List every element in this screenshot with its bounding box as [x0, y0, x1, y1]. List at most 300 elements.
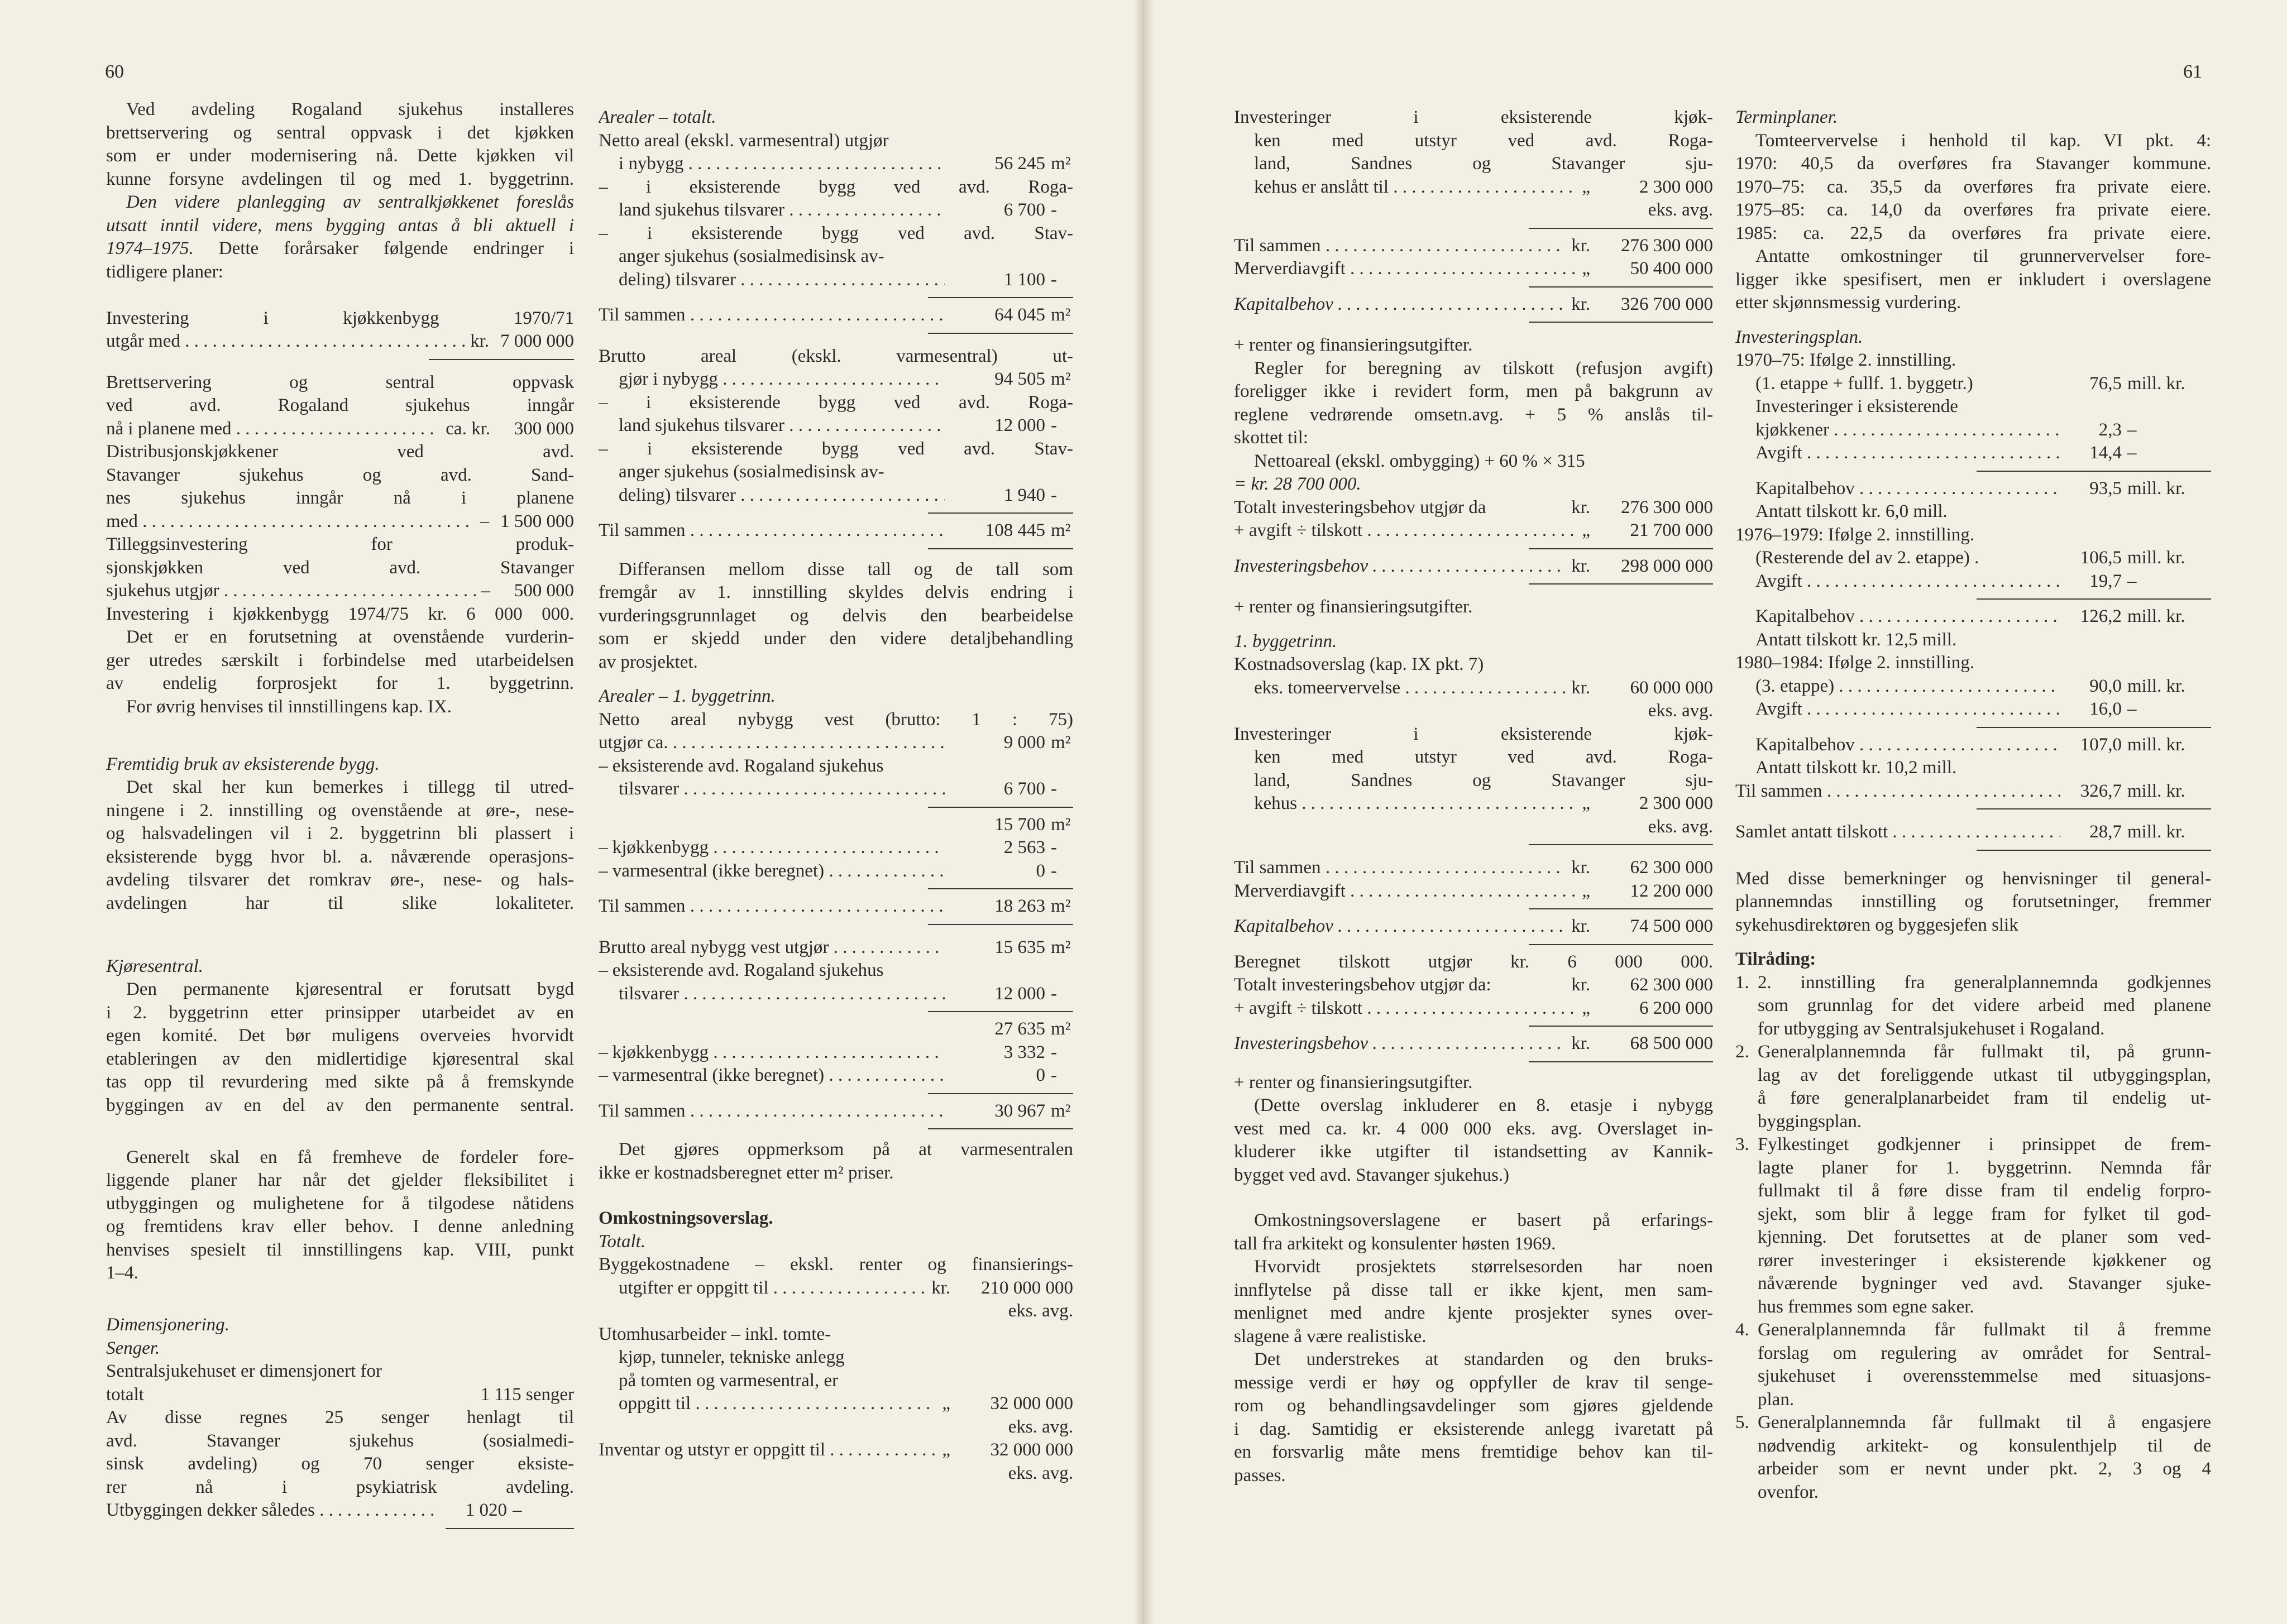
row-label: Samlet antatt tilskott . . .	[1735, 821, 2060, 844]
row-prefix: „	[942, 1440, 950, 1460]
text-line: Antatt tilskott kr. 10,2 mill.	[1755, 758, 1957, 778]
row-unit: -	[1051, 860, 1057, 881]
text-line: Omkostningsoverslag.	[599, 1208, 773, 1228]
row-label: utgifter er oppgitt til . . .	[599, 1277, 926, 1300]
text-line: ikke er kostnadsberegnet etter m² priser.	[599, 1162, 894, 1183]
row-amount: 6 200 000	[1639, 998, 1713, 1018]
row-amount: 2 300 000	[1639, 793, 1713, 813]
text-line: Det gjøres oppmerksom på at varmesentralen	[619, 1139, 1073, 1160]
text-line: kjenning. Det forutsettes at de planer som ved-	[1758, 1227, 2211, 1247]
amount-row	[1234, 293, 1713, 317]
row-unit: m²	[1051, 896, 1071, 916]
text-line: plan.	[1758, 1389, 1795, 1410]
row-label: tilsvarer . . .	[599, 778, 945, 801]
amount-row	[599, 519, 1073, 543]
text-line: Antatte omkostninger til grunnervervelser fore-	[1755, 246, 2211, 266]
spacer	[1735, 815, 2211, 821]
row-amount: 2 300 000	[1639, 176, 1713, 197]
text-span: Dette forårsaker følgende endringer i	[193, 238, 574, 258]
row-unit: m²	[1051, 1100, 1071, 1121]
row-amount: 32 000 000	[990, 1440, 1073, 1460]
sum-rule	[928, 1093, 1073, 1094]
text-line: rer nå i psykiatrisk avdeling.	[106, 1477, 574, 1497]
row-prefix: kr.	[1571, 235, 1590, 256]
row-prefix: kr.	[1571, 857, 1590, 878]
text-line: Antatt tilskott kr. 12,5 mill.	[1755, 629, 1957, 650]
row-unit: -	[1051, 1042, 1057, 1062]
row-amount: 6 700	[1003, 200, 1045, 220]
text-line: land, Sandnes og Stavanger sju-	[1254, 770, 1713, 791]
row-amount: 1 115 senger	[480, 1384, 574, 1405]
amount-row	[599, 731, 1073, 755]
page-number-right: 61	[2183, 61, 2202, 82]
spacer	[106, 284, 574, 307]
text-line: utsatt inntil videre, mens bygging antas å bli aktuell i	[106, 215, 574, 236]
row-prefix: –	[480, 511, 489, 531]
amount-row	[599, 1277, 1073, 1300]
row-label: (3. etappe) . . .	[1735, 675, 2060, 698]
text-line: sykehusdirektøren og byggesjefen slik	[1735, 914, 2018, 935]
row-unit: -	[1051, 269, 1057, 290]
right-aligned-text: eks. avg.	[1648, 200, 1713, 220]
sum-rule	[446, 1528, 574, 1529]
text-line: Brettservering og sentral oppvask	[106, 372, 574, 392]
page-number-left: 60	[105, 61, 124, 82]
row-unit: m²	[1051, 732, 1071, 753]
italic-text: 1974–1975.	[106, 238, 194, 258]
text-line: nes sjukehus inngår nå i planene	[106, 488, 574, 508]
row-amount: 14,4	[2089, 443, 2122, 463]
text-line: og halsvadelingen vil i 2. byggetrinn bli plassert i	[106, 823, 574, 844]
row-label: utgår med . . .	[106, 330, 465, 353]
row-amount: 28,7	[2089, 822, 2122, 842]
row-label: + avgift ÷ tilskott . . .	[1234, 997, 1576, 1021]
amount-row	[1735, 570, 2211, 593]
text-line: ningene i 2. innstilling og ovenstående at øre-, nese-	[106, 800, 574, 821]
text-line: Utomhusarbeider – inkl. tomte-	[599, 1324, 831, 1344]
text-line: byggingen av en del av den permanente sentral.	[106, 1095, 574, 1115]
row-label: Totalt investeringsbehov utgjør da	[1234, 497, 1486, 518]
text-line: Arealer – totalt.	[599, 107, 716, 127]
row-label: kjøkkener . . .	[1735, 419, 2060, 442]
row-unit: mill. kr.	[2127, 676, 2185, 696]
text-line: 1970–75: Ifølge 2. innstilling.	[1735, 350, 1956, 370]
text-line: som grunnlag for det videre arbeid med planene	[1758, 995, 2211, 1015]
row-amount: 0	[1036, 860, 1045, 881]
spacer	[106, 1117, 574, 1141]
amount-row	[1735, 780, 2211, 803]
row-label: Kapitalbehov . . .	[1735, 734, 2060, 757]
row-prefix: „	[1582, 793, 1590, 813]
right-aligned-text: eks. avg.	[1008, 1301, 1073, 1321]
row-prefix: „	[1582, 520, 1590, 540]
text-line: = kr. 28 700 000.	[1234, 474, 1361, 494]
row-amount: 500 000	[514, 581, 574, 601]
text-line: Ved avdeling Rogaland sjukehus installeres	[126, 99, 574, 119]
row-label: Investeringsbehov . . .	[1234, 1032, 1566, 1056]
sum-rule	[1977, 471, 2211, 472]
text-line: Brutto areal (ekskl. varmesentral) ut-	[599, 346, 1073, 366]
row-amount: 15 635	[994, 937, 1045, 957]
row-amount: 16,0	[2089, 699, 2122, 719]
row-label: Brutto areal nybygg vest utgjør . . .	[599, 936, 945, 960]
text-line: foreligger ikke i revidert form, men på bakgrunn av	[1234, 381, 1713, 401]
row-label: nå i planene med . . .	[106, 418, 440, 441]
text-line: Omkostningsoverslagene er basert på erfarings-	[1254, 1210, 1713, 1230]
text-line: Investering i kjøkkenbygg 1970/71	[106, 308, 574, 328]
text-line: en forsvarlig måte mens fremtidige behov kan til-	[1234, 1442, 1713, 1462]
item-text	[1758, 1041, 2211, 1133]
sum-rule	[1529, 322, 1713, 323]
amount-row	[1234, 856, 1713, 880]
sum-rule	[1529, 1026, 1713, 1027]
row-label: Avgift . . .	[1735, 698, 2060, 721]
amount-row	[599, 1392, 1073, 1416]
text-line: Stavanger sjukehus og avd. Sand-	[106, 464, 574, 485]
item-number: 5.	[1735, 1412, 1749, 1433]
sum-rule	[1529, 228, 1713, 229]
text-line: menlignet med andre kjente prosjekter synes over-	[1234, 1303, 1713, 1323]
text-line: sjonskjøkken ved avd. Stavanger	[106, 557, 574, 578]
row-label: (1. etappe + fullf. 1. byggetr.)	[1755, 373, 1973, 394]
amount-row	[106, 1383, 574, 1407]
text-line: eksisterende bygg hvor bl. a. nåværende operasjons-	[106, 846, 574, 867]
row-amount: 64 045	[994, 305, 1045, 325]
row-unit: m²	[1051, 1019, 1071, 1039]
text-line: av prosjektet.	[599, 651, 698, 672]
row-label: oppgitt til . . .	[599, 1392, 936, 1416]
text-line: Beregnet tilskott utgjør kr. 6 000 000.	[1234, 951, 1713, 972]
text-line: – i eksisterende bygg ved avd. Roga-	[599, 176, 1073, 197]
amount-row	[1735, 442, 2211, 465]
text-line: skottet til:	[1234, 428, 1308, 448]
row-label: eks. tomeervervelse . . .	[1234, 677, 1566, 700]
row-label	[599, 813, 945, 837]
amount-row	[599, 269, 1073, 292]
amount-row	[599, 983, 1073, 1006]
amount-row	[1735, 419, 2211, 442]
amount-row	[1234, 496, 1713, 520]
spacer	[599, 1185, 1073, 1207]
amount-row	[599, 813, 1073, 837]
spacer	[1234, 619, 1713, 630]
row-unit: m²	[1051, 305, 1071, 325]
sum-rule	[1529, 908, 1713, 909]
row-amount: 74 500 000	[1630, 916, 1713, 936]
amount-row	[1234, 257, 1713, 281]
item-text	[1758, 1319, 2211, 1411]
text-line: Investeringer i eksisterende kjøk-	[1234, 724, 1713, 744]
amount-row	[599, 1041, 1073, 1065]
text-line: Differansen mellom disse tall og de tall som	[619, 559, 1073, 579]
row-label: Avgift . . .	[1735, 570, 2060, 593]
row-label: deling) tilsvarer . . .	[599, 269, 945, 292]
row-prefix: kr.	[1571, 916, 1590, 936]
row-amount: 1 100	[1003, 269, 1045, 290]
row-unit: mill. kr.	[2127, 548, 2185, 568]
amount-row	[1234, 234, 1713, 258]
text-line: som er under modernisering nå. Dette kjøkken vil	[106, 146, 574, 166]
amount-row	[1234, 997, 1713, 1021]
sum-rule	[1977, 727, 2211, 728]
text-line: kjøp, tunneler, tekniske anlegg	[619, 1347, 845, 1367]
row-label: kehus er anslått til . . .	[1234, 176, 1576, 199]
row-amount: 107,0	[2080, 734, 2122, 755]
text-line: Fremtidig bruk av eksisterende bygg.	[106, 754, 380, 774]
row-prefix: „	[1582, 880, 1590, 901]
amount-row	[599, 936, 1073, 960]
text-line: henvises spesielt til innstillingens kap. VIII, punkt	[106, 1239, 574, 1260]
right-aligned-text: eks. avg.	[1008, 1416, 1073, 1437]
amount-row	[1234, 519, 1713, 543]
text-line: kunne forsyne avdelingen til og med 1. byggetrinn.	[106, 169, 574, 189]
text-line: messige verdi er høy og oppfyller de krav til senge-	[1234, 1372, 1713, 1393]
text-line: 1970–75: ca. 35,5 da overføres fra private eiere.	[1735, 176, 2211, 197]
row-label: Til sammen . . .	[1234, 856, 1566, 880]
sum-rule	[928, 1128, 1073, 1129]
row-amount: 1 500 000	[500, 511, 574, 531]
row-label: Totalt investeringsbehov utgjør da:	[1234, 975, 1491, 995]
amount-row	[599, 860, 1073, 883]
row-amount: 6 700	[1003, 779, 1045, 799]
text-line: utbyggingen og mulighetene for å tilgodese nåtidens	[106, 1193, 574, 1214]
spacer	[106, 938, 574, 955]
amount-row	[1234, 880, 1713, 903]
amount-row	[1735, 372, 2211, 396]
item-text	[1758, 1411, 2211, 1504]
text-line: tidligere planer:	[106, 261, 223, 282]
text-line: + renter og finansieringsutgifter.	[1234, 597, 1473, 617]
text-line: hus fremmes som egne saker.	[1758, 1296, 1974, 1317]
text-line: avdeling tilsvarer det romkrav øre-, nese- og hals-	[106, 870, 574, 890]
row-unit: m²	[1051, 520, 1071, 540]
row-unit: -	[1051, 485, 1057, 505]
spacer	[1735, 315, 2211, 326]
spacer	[106, 1285, 574, 1309]
row-amount: 9 000	[1003, 732, 1045, 753]
row-prefix: kr.	[470, 331, 489, 351]
text-line: Den permanente kjøresentral er forutsatt bygd	[126, 979, 574, 999]
right-aligned-text: eks. avg.	[1008, 1463, 1073, 1483]
spacer	[599, 339, 1073, 345]
text-line: som er skjedd under den videre detaljbehandling	[599, 629, 1073, 649]
sum-rule	[1977, 850, 2211, 851]
sum-rule	[1529, 583, 1713, 585]
text-line: rører investeringer i eksisterende kjøkkener og	[1758, 1250, 2211, 1271]
text-line: arbeider som er nevnt under pkt. 2, 3 og 4	[1758, 1459, 2211, 1479]
text-line: liggende planer har når det gjelder fleksibilitet i	[106, 1170, 574, 1190]
sum-rule	[1529, 1061, 1713, 1062]
row-amount: 276 300 000	[1621, 497, 1713, 518]
text-line: For øvrig henvises til innstillingens kap. IX.	[126, 696, 452, 717]
row-amount: 0	[1036, 1065, 1045, 1085]
row-label: – varmesentral (ikke beregnet) . . .	[599, 860, 945, 883]
amount-row	[599, 895, 1073, 918]
row-amount: 30 967	[994, 1100, 1045, 1121]
sum-rule	[1977, 598, 2211, 600]
row-amount: 94 505	[994, 369, 1045, 389]
text-line: 1–4.	[106, 1263, 138, 1283]
row-unit: -	[1051, 983, 1057, 1004]
row-prefix: ca. kr.	[446, 418, 490, 439]
spacer	[106, 1141, 574, 1146]
row-label: Kapitalbehov . . .	[1234, 293, 1566, 317]
text-line	[106, 237, 574, 261]
row-amount: 62 300 000	[1630, 857, 1713, 878]
text-line: fullmakt til å føre disse fram til endelig forpro-	[1758, 1181, 2211, 1201]
row-unit: –	[2127, 699, 2137, 719]
text-line: 1976–1979: Ifølge 2. innstilling.	[1735, 524, 1975, 545]
text-line: Netto areal (ekskl. varmesentral) utgjør	[599, 130, 889, 151]
text-line: Dimensjonering.	[106, 1315, 229, 1335]
row-amount: 2,3	[2098, 419, 2122, 440]
text-line: Hvorvidt prosjektets størrelsesorden har noen	[1254, 1257, 1713, 1277]
row-label: totalt	[106, 1384, 144, 1405]
row-amount: 106,5	[2080, 548, 2122, 568]
text-line: – i eksisterende bygg ved avd. Stav-	[599, 438, 1073, 459]
row-label: i nybygg . . .	[599, 152, 945, 176]
spacer	[106, 915, 574, 938]
text-line: egen komité. Det bør muligens overveies hvorvidt	[106, 1026, 574, 1046]
row-label: Avgift . . .	[1735, 442, 2060, 465]
sum-rule	[928, 297, 1073, 298]
text-line: 1985: ca. 22,5 da overføres fra private eiere.	[1735, 223, 2211, 243]
amount-row	[1735, 698, 2211, 721]
text-line: nåværende bygninger ved avd. Stavanger sjuke-	[1758, 1273, 2211, 1294]
row-unit: –	[2127, 419, 2137, 440]
sum-rule	[928, 807, 1073, 808]
amount-row	[1234, 555, 1713, 578]
sum-rule	[928, 888, 1073, 889]
text-line: kluderer ikke utgifter til istandsetting av Kannik-	[1234, 1142, 1713, 1162]
row-amount: 210 000 000	[981, 1277, 1073, 1298]
recommendation-item	[1735, 971, 2211, 1041]
text-line: Tomteervervelse i henhold til kap. VI pkt. 4:	[1755, 130, 2211, 151]
sum-rule	[1529, 548, 1713, 549]
text-line: – eksisterende avd. Rogaland sjukehus	[599, 960, 884, 980]
amount-row	[1234, 974, 1713, 997]
row-label: Kapitalbehov . . .	[1234, 915, 1566, 938]
row-label: kehus . . .	[1234, 792, 1576, 816]
row-label: Merverdiavgift . . .	[1234, 257, 1576, 281]
text-line: Den videre planlegging av sentralkjøkkenet foreslås	[126, 192, 574, 212]
row-label: Til sammen . . .	[599, 895, 945, 918]
row-prefix: kr.	[1571, 294, 1590, 314]
text-line: + renter og finansieringsutgifter.	[1234, 335, 1473, 355]
text-line: lagte planer for 1. byggetrinn. Nemnda får	[1758, 1157, 2211, 1178]
row-amount: 76,5	[2089, 373, 2122, 394]
text-line: lag av det foreliggende utkast til utbyggingsplan,	[1758, 1065, 2211, 1085]
row-prefix: kr.	[1571, 677, 1590, 698]
sum-rule	[928, 512, 1073, 514]
row-prefix: „	[1582, 176, 1590, 197]
text-line: Fylkestinget godkjenner i prinsippet de frem-	[1758, 1134, 2211, 1154]
row-label: – varmesentral (ikke beregnet) . . .	[599, 1064, 945, 1088]
text-line: avd. Stavanger sjukehus (sosialmedi-	[106, 1430, 574, 1451]
row-label: Utbyggingen dekker således . . .	[106, 1499, 434, 1522]
text-line: bygget ved avd. Stavanger sjukehus.)	[1234, 1165, 1510, 1185]
row-amount: 21 700 000	[1630, 520, 1713, 540]
text-line: Tilråding:	[1735, 949, 1816, 969]
text-line: avdelingen har til slike lokaliteter.	[106, 893, 574, 913]
text-line: plannemndas innstilling og forutsetninger, fremmer	[1735, 892, 2211, 912]
row-label: Kapitalbehov . . .	[1735, 477, 2060, 501]
amount-row	[1735, 477, 2211, 501]
text-line: ger utredes særskilt i forbindelse med utarbeidelsen	[106, 650, 574, 670]
row-label: land sjukehus tilsvarer . . .	[599, 414, 945, 438]
row-unit: m²	[1051, 937, 1071, 957]
sum-rule	[928, 924, 1073, 925]
text-line: Det skal her kun bemerkes i tillegg til utred-	[126, 777, 574, 797]
text-line: Netto areal nybygg vest (brutto: 1 : 75)	[599, 709, 1073, 730]
row-prefix: kr.	[1571, 555, 1590, 576]
row-unit: -	[1051, 837, 1057, 857]
row-prefix: „	[1582, 998, 1590, 1018]
recommendation-item	[1735, 1319, 2211, 1411]
text-line: etableringen av den midlertidige kjøresentral skal	[106, 1048, 574, 1069]
text-line: + renter og finansieringsutgifter.	[1234, 1072, 1473, 1093]
amount-row	[599, 836, 1073, 860]
row-prefix: kr.	[1571, 497, 1590, 518]
sum-rule	[1977, 808, 2211, 809]
row-label: Til sammen . . .	[1234, 234, 1566, 258]
row-prefix: –	[481, 581, 490, 601]
text-line: vest med ca. kr. 4 000 000 eks. avg. Overslaget in-	[1234, 1118, 1713, 1139]
amount-row	[1234, 176, 1713, 199]
item-number: 4.	[1735, 1320, 1749, 1340]
row-amount: 62 300 000	[1630, 975, 1713, 995]
row-amount: 12 000	[994, 983, 1045, 1004]
text-line: Byggekostnadene – ekskl. renter og finansierings-	[599, 1254, 1073, 1275]
row-label: Merverdiavgift . . .	[1234, 880, 1576, 903]
row-amount: 126,2	[2080, 606, 2122, 626]
row-unit: -	[1051, 200, 1057, 220]
amount-row	[106, 330, 574, 353]
text-line: tall fra arkitekt og konsulenter høsten 1969.	[1234, 1233, 1556, 1254]
item-text	[1758, 1133, 2211, 1319]
row-unit: -	[1051, 1065, 1057, 1085]
row-amount: 326 700 000	[1621, 294, 1713, 314]
row-label: Til sammen . . .	[599, 304, 945, 327]
spacer	[106, 366, 574, 371]
text-line: sjukehuset i overensstemmelse med situasjons-	[1758, 1366, 2211, 1386]
amount-row	[1234, 1032, 1713, 1056]
text-line: 1. byggetrinn.	[1234, 631, 1337, 651]
row-amount: 12 000	[994, 415, 1045, 435]
amount-row	[1735, 605, 2211, 629]
text-line: Generalplannemnda får fullmakt til å engasjere	[1758, 1412, 2211, 1433]
sum-rule	[928, 333, 1073, 334]
row-amount: 60 000 000	[1630, 677, 1713, 698]
row-unit: -	[1051, 779, 1057, 799]
amount-row	[106, 418, 574, 441]
text-line: Terminplaner.	[1735, 107, 1838, 127]
row-label: land sjukehus tilsvarer . . .	[599, 199, 945, 222]
row-amount: 18 263	[994, 896, 1045, 916]
amount-row	[1234, 792, 1713, 816]
row-amount: 7 000 000	[500, 331, 574, 351]
item-number: 1.	[1735, 972, 1749, 993]
amount-row	[599, 199, 1073, 222]
amount-row	[106, 579, 574, 603]
row-prefix: kr.	[931, 1277, 950, 1298]
row-amount: 300 000	[514, 418, 574, 439]
text-line: byggingsplan.	[1758, 1111, 1862, 1132]
text-line: slagene å være realistiske.	[1234, 1326, 1427, 1347]
amount-row	[599, 1064, 1073, 1088]
text-line: Investeringsplan.	[1735, 327, 1863, 347]
row-amount: 326,7	[2080, 780, 2122, 801]
